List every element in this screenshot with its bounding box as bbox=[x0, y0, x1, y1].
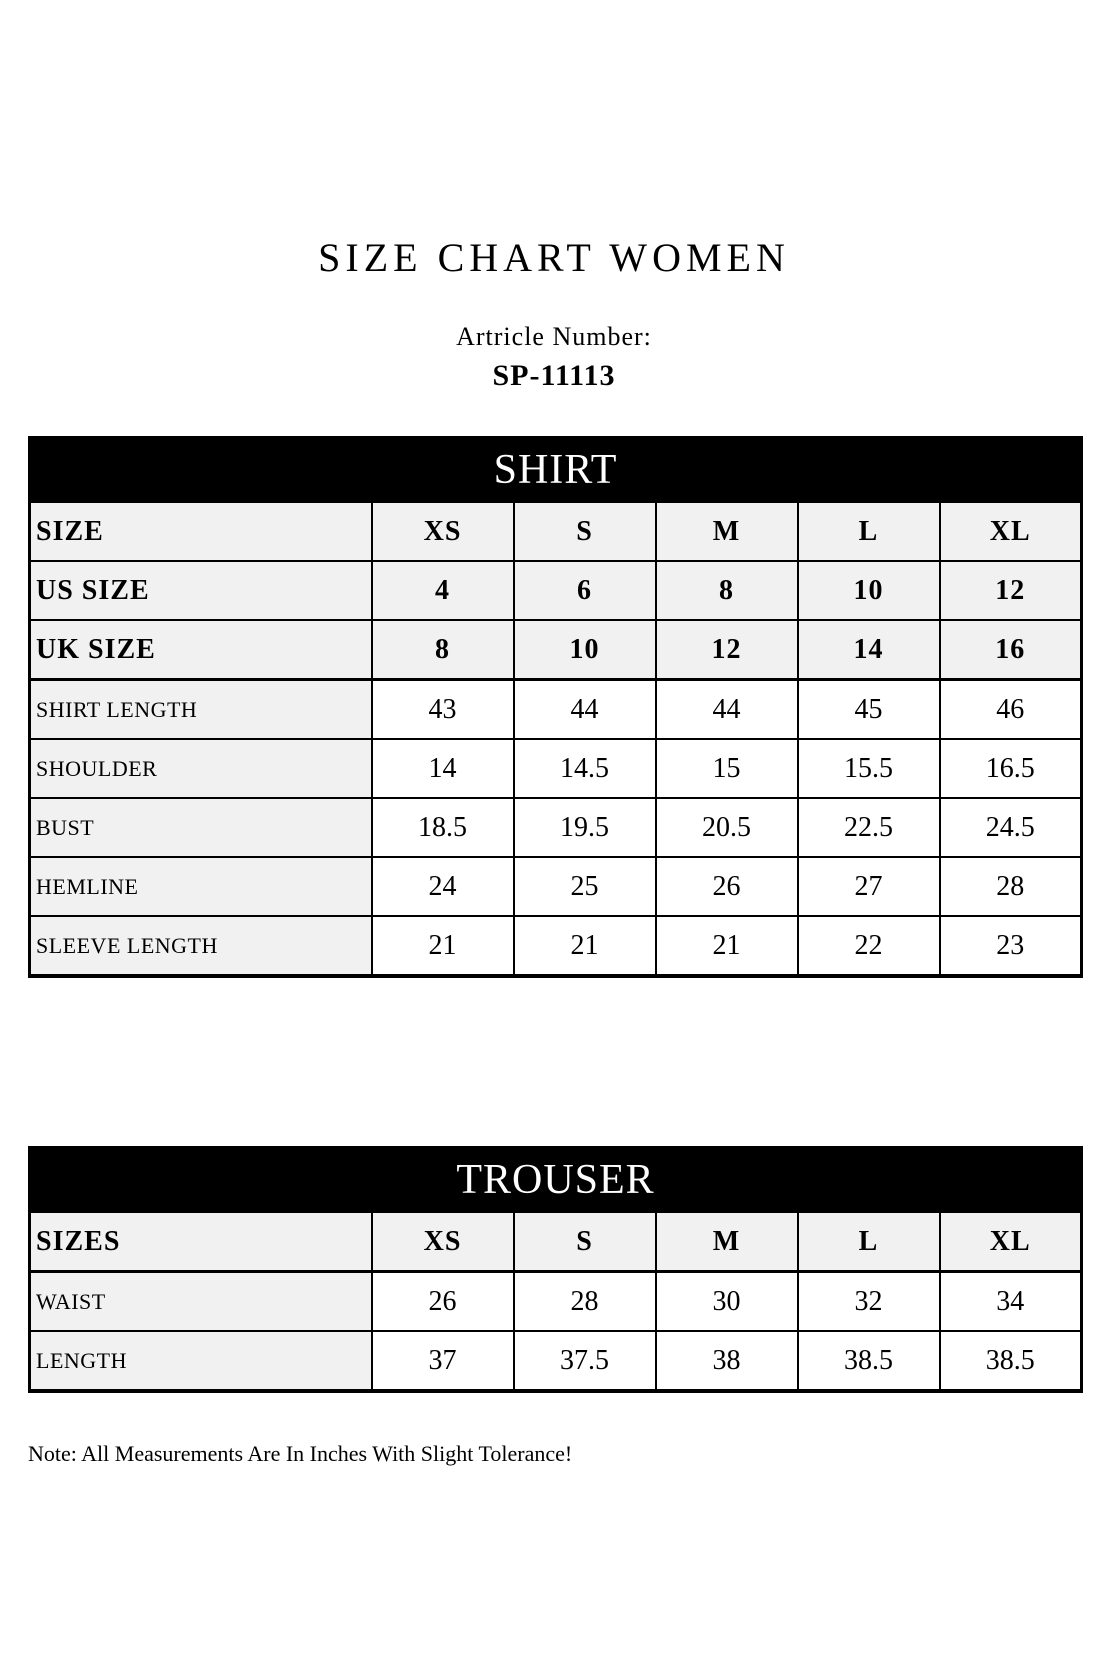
value-cell: 38.5 bbox=[798, 1331, 940, 1391]
value-cell: 46 bbox=[940, 680, 1082, 740]
value-cell: 45 bbox=[798, 680, 940, 740]
value-cell: 44 bbox=[514, 680, 656, 740]
row-label-cell: US SIZE bbox=[30, 561, 372, 620]
row-label-cell: UK SIZE bbox=[30, 620, 372, 680]
value-cell: 27 bbox=[798, 857, 940, 916]
table-row-shirt-length bbox=[30, 680, 1082, 740]
value-cell: 21 bbox=[372, 916, 514, 976]
table-row-sleeve-length bbox=[30, 916, 1082, 976]
table-row-waist bbox=[30, 1272, 1082, 1332]
value-cell: L bbox=[798, 502, 940, 561]
value-cell: 20.5 bbox=[656, 798, 798, 857]
value-cell: 12 bbox=[656, 620, 798, 680]
table-row-sizes bbox=[30, 1212, 1082, 1272]
value-cell: 22.5 bbox=[798, 798, 940, 857]
value-cell: XL bbox=[940, 502, 1082, 561]
row-label-cell: HEMLINE bbox=[30, 857, 372, 916]
table-row-us-size bbox=[30, 561, 1082, 620]
row-label-cell: BUST bbox=[30, 798, 372, 857]
content-area bbox=[28, 0, 1080, 1465]
value-cell: XS bbox=[372, 1212, 514, 1272]
value-cell: 26 bbox=[656, 857, 798, 916]
article-number-value: SP-11113 bbox=[492, 359, 616, 392]
article-number-label: Artricle Number: bbox=[456, 322, 652, 351]
value-cell: 14 bbox=[372, 739, 514, 798]
trouser-table-title: TROUSER bbox=[30, 1148, 1082, 1213]
row-label-cell: SHIRT LENGTH bbox=[30, 680, 372, 740]
value-cell: 22 bbox=[798, 916, 940, 976]
value-cell: 8 bbox=[372, 620, 514, 680]
value-cell: 24.5 bbox=[940, 798, 1082, 857]
value-cell: 8 bbox=[656, 561, 798, 620]
shirt-table-header-band bbox=[30, 438, 1082, 503]
table-row-shoulder bbox=[30, 739, 1082, 798]
table-row-hemline bbox=[30, 857, 1082, 916]
value-cell: 37.5 bbox=[514, 1331, 656, 1391]
value-cell: 28 bbox=[514, 1272, 656, 1332]
row-label-cell: SIZE bbox=[30, 502, 372, 561]
value-cell: 10 bbox=[514, 620, 656, 680]
trouser-table-header-band bbox=[30, 1148, 1082, 1213]
value-cell: 19.5 bbox=[514, 798, 656, 857]
table-row-length bbox=[30, 1331, 1082, 1391]
value-cell: 16 bbox=[940, 620, 1082, 680]
value-cell: 12 bbox=[940, 561, 1082, 620]
value-cell: 34 bbox=[940, 1272, 1082, 1332]
value-cell: 24 bbox=[372, 857, 514, 916]
value-cell: 14.5 bbox=[514, 739, 656, 798]
value-cell: 30 bbox=[656, 1272, 798, 1332]
value-cell: XS bbox=[372, 502, 514, 561]
value-cell: 14 bbox=[798, 620, 940, 680]
value-cell: 18.5 bbox=[372, 798, 514, 857]
value-cell: 43 bbox=[372, 680, 514, 740]
table-row-bust bbox=[30, 798, 1082, 857]
value-cell: S bbox=[514, 1212, 656, 1272]
measurements-note: Note: All Measurements Are In Inches With Slight Tolerance! bbox=[28, 1441, 573, 1466]
value-cell: 37 bbox=[372, 1331, 514, 1391]
value-cell: 6 bbox=[514, 561, 656, 620]
value-cell: 21 bbox=[514, 916, 656, 976]
row-label-cell: SIZES bbox=[30, 1212, 372, 1272]
value-cell: 26 bbox=[372, 1272, 514, 1332]
page-title: SIZE CHART WOMEN bbox=[318, 235, 790, 280]
value-cell: 21 bbox=[656, 916, 798, 976]
value-cell: XL bbox=[940, 1212, 1082, 1272]
row-label-cell: WAIST bbox=[30, 1272, 372, 1332]
trouser-size-table bbox=[28, 1146, 1083, 1393]
value-cell: 4 bbox=[372, 561, 514, 620]
value-cell: 16.5 bbox=[940, 739, 1082, 798]
value-cell: 28 bbox=[940, 857, 1082, 916]
value-cell: 10 bbox=[798, 561, 940, 620]
value-cell: M bbox=[656, 1212, 798, 1272]
row-label-cell: SLEEVE LENGTH bbox=[30, 916, 372, 976]
value-cell: S bbox=[514, 502, 656, 561]
value-cell: 32 bbox=[798, 1272, 940, 1332]
value-cell: 25 bbox=[514, 857, 656, 916]
table-row-uk-size bbox=[30, 620, 1082, 680]
value-cell: 15.5 bbox=[798, 739, 940, 798]
shirt-size-table bbox=[28, 436, 1083, 978]
value-cell: 23 bbox=[940, 916, 1082, 976]
table-row-size bbox=[30, 502, 1082, 561]
value-cell: 38 bbox=[656, 1331, 798, 1391]
value-cell: 15 bbox=[656, 739, 798, 798]
row-label-cell: SHOULDER bbox=[30, 739, 372, 798]
value-cell: M bbox=[656, 502, 798, 561]
row-label-cell: LENGTH bbox=[30, 1331, 372, 1391]
value-cell: 38.5 bbox=[940, 1331, 1082, 1391]
value-cell: 44 bbox=[656, 680, 798, 740]
shirt-table-title: SHIRT bbox=[30, 438, 1082, 503]
value-cell: L bbox=[798, 1212, 940, 1272]
